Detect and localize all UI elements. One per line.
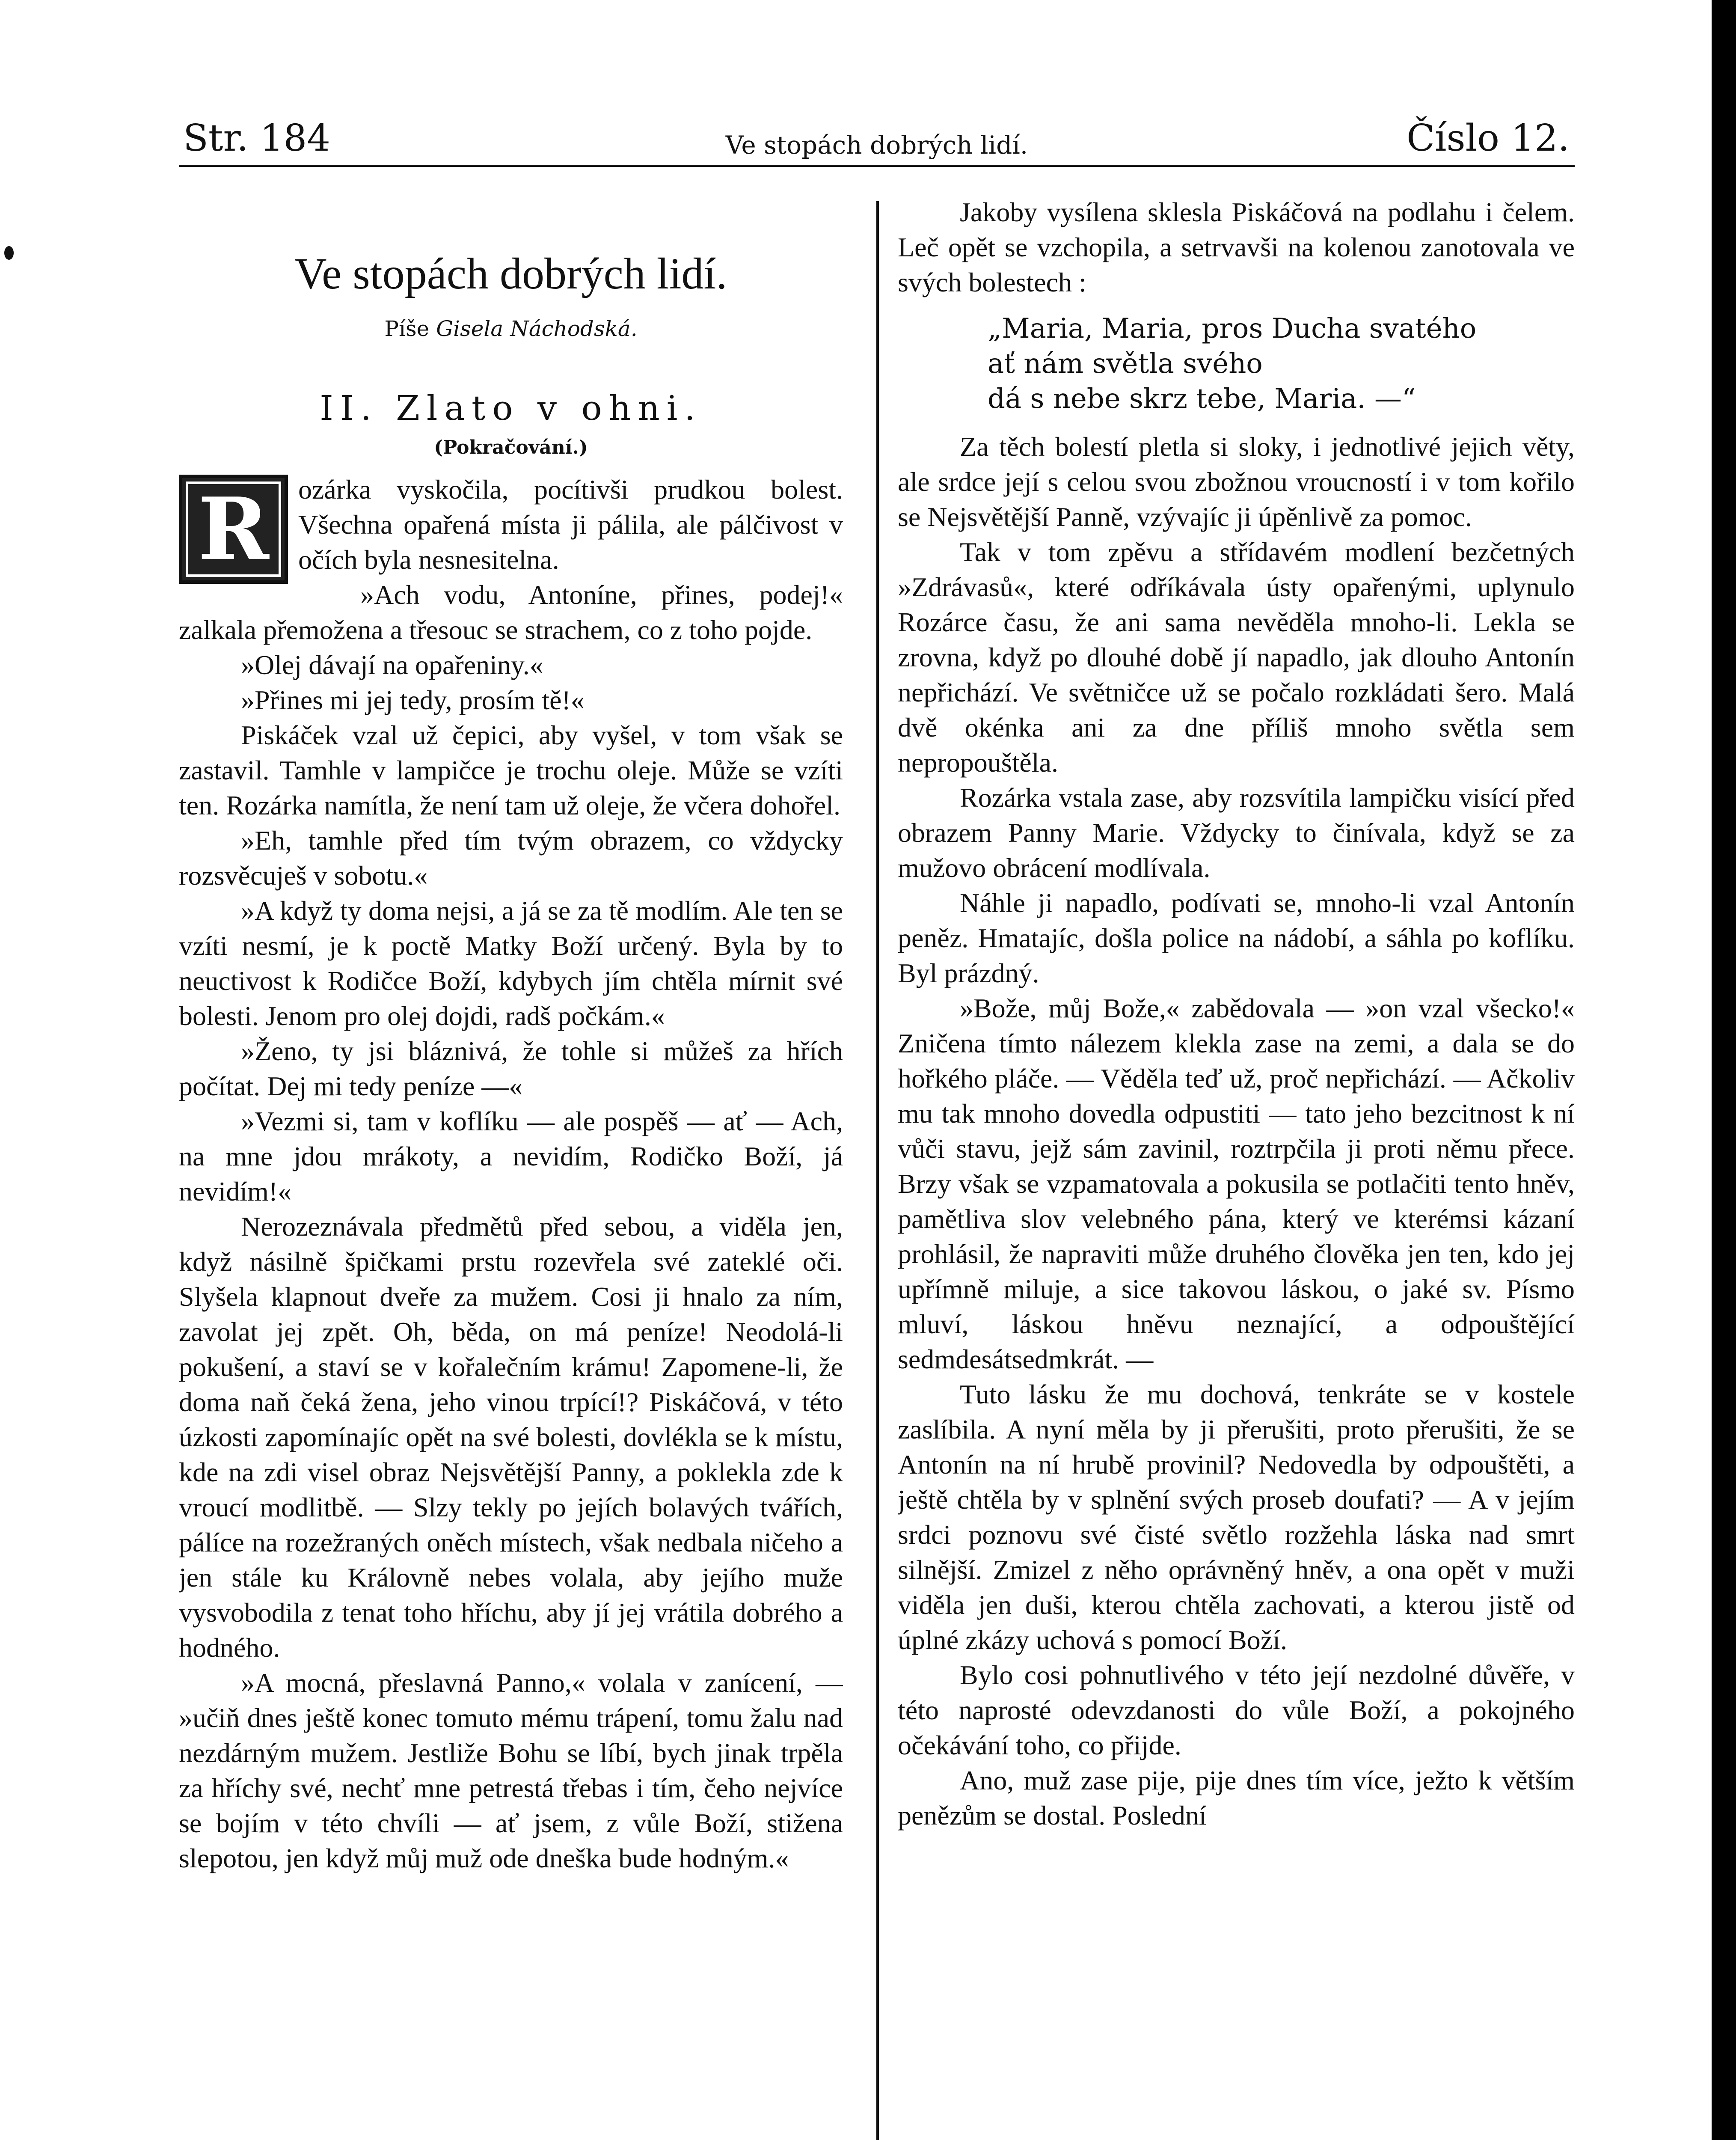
paragraph: »Přines mi jej tedy, prosím tě!« [241,685,585,715]
header-rule [179,165,1575,167]
running-title: Ve stopách dobrých lidí. [725,131,1028,160]
paragraph: Ano, muž zase pije, pije dnes tím více, ježto k větším penězům se dostal. Poslední [898,1765,1575,1831]
paragraph: »Olej dávají na opařeniny.« [241,650,543,680]
issue-number: Číslo 12. [1407,117,1570,160]
paragraph: Za těch bolestí pletla si sloky, i jednotlivé jejich věty, ale srdce její s celou svou zbožnou vroucností i v tom kořilo se Nejsvětější Panně, vzývajíc ji úpěnlivě za pomoc. [898,431,1575,532]
byline [179,316,843,341]
article-title: Ve stopách dobrých lidí. [294,249,727,298]
scan-edge [1712,0,1736,2140]
paragraph: Tak v tom zpěvu a střídavém modlení bezčetných »Zdrávasů«, které odříkávala ústy opařenými, uplynulo Rozárce času, že ani sama nevěděla mnoho-li. Lekla se zrovna, když po dlouhé době jí napadlo, jak dlouho Antonín nepřichází. Ve světničce už se počalo rozkládati šero. Malá dvě okénka ani za dne příliš mnoho světla sem nepropouštěla. [898,537,1575,778]
paragraph-text: ozárka vyskočila, pocítivši prudkou bolest. Všechna opařená místa ji pálila, ale pálčivost v očích byla nesnesitelna. [298,474,843,575]
column-divider [876,201,879,2140]
dropcap-letter: R [179,475,288,584]
paragraph: »Eh, tamhle před tím tvým obrazem, co vždycky rozsvěcuješ v sobotu.« [179,825,843,891]
hymn-verse [988,311,1575,416]
left-column [179,231,843,2140]
margin-mark [4,246,14,260]
page-number: Str. 184 [183,117,330,160]
verse-line: „Maria, Maria, pros Ducha svatého [988,313,1477,345]
paragraph: Rozárka vstala zase, aby rozsvítila lampičku visící před obrazem Panny Marie. Vždycky to činívala, když se za mužovo obrácení modlívala. [898,782,1575,883]
continuation-note: (Pokračování.) [434,437,588,458]
running-header [179,117,1575,165]
paragraph: Náhle ji napadlo, podívati se, mnoho-li vzal Antonín peněz. Hmatajíc, došla police na nádobí, a sáhla po koflíku. Byl prázdný. [898,888,1575,988]
paragraph: Jakoby vysílena sklesla Piskáčová na podlahu i čelem. Leč opět se vzchopila, a setrvavši na kolenou zanotovala ve svých bolestech : [898,197,1575,297]
verse-line: dá s nebe skrz tebe, Maria. —“ [988,383,1416,415]
paragraph: »Ach vodu, Antoníne, přines, podej!« zalkala přemožena a třesouc se strachem, co z toho pojde. [179,580,843,645]
paragraph: Nerozeznávala předmětů před sebou, a viděla jen, když násilně špičkami prstu rozevřela své zateklé oči. Slyšela klapnout dveře za mužem. Cosi ji hnalo za ním, zavolat jej zpět. Oh, běda, on má peníze! Neodolá-li pokušení, a staví se v kořalečním krámu! Zapomene-li, že doma naň čeká žena, jeho vinou trpící!? Piskáčová, v této úzkosti zapomínajíc opět na své bolesti, dovlékla se k místu, kde na zdi visel obraz Nejsvětější Panny, a poklekla zde k vroucí modlitbě. — Slzy tekly po jejích bolavých tvářích, pálíce na rozežraných oněch místech, však nedbala ničeho a jen stále ku Královně nebes volala, aby jejího muže vysvobodila z tenat toho hříchu, aby jí jej vrátila dobrého a hodného. [179,1211,843,1663]
paragraph: »Ženo, ty jsi bláznivá, že tohle si můžeš za hřích počítat. Dej mi tedy peníze —« [179,1036,843,1101]
paragraph: »Bože, můj Bože,« zabědovala — »on vzal všecko!« Zničena tímto nálezem klekla zase na zemi, a dala se do hořkého pláče. — Věděla teď už, proč nepřichází. — Ačkoliv mu tak mnoho dovedla odpustiti — tato jeho bezcitnost k ní vůči stavu, jejž sám zavinil, roztrpčila ji proti němu přece. Brzy však se vzpamatovala a pokusila se potlačiti tento hněv, pamětliva slov velebného pána, který ve kterémsi kázaní prohlásil, že napraviti může druhého člověka jen ten, kdo jej upřímně miluje, a sice takovou láskou, o jaké sv. Písmo mluví, láskou hněvu neznající, a odpouštějící sedmdesátsedmkrát. — [898,993,1575,1374]
section-heading: II. Zlato v ohni. [320,388,702,428]
paragraph: Bylo cosi pohnutlivého v této její nezdolné důvěře, v této naprosté odevzdanosti do vůle Boží, a pokojného očekávání toho, co přijde. [898,1660,1575,1760]
paragraph: »Vezmi si, tam v koflíku — ale pospěš — ať — Ach, na mne jdou mrákoty, a nevidím, Rodičko Boží, já nevidím!« [179,1106,843,1207]
author-name: Gisela Náchodská. [436,316,638,341]
paragraph: »A mocná, přeslavná Panno,« volala v zanícení, — »učiň dnes ještě konec tomuto mému trápení, tomu žalu nad nezdárným mužem. Jestliže Bohu se líbí, bych jinak trpěla za hříchy své, nechť mne petrestá třebas i tím, čeho nejvíce se bojím v této chvíli — ať jsem, z vůle Boží, stižena slepotou, jen když můj muž ode dneška bude hodným.« [179,1667,843,1873]
paragraph [179,472,843,580]
paragraph: Tuto lásku že mu dochová, tenkráte se v kostele zaslíbila. A nyní měla by ji přerušiti, proto přerušiti, že se Antonín na ní hrubě provinil? Nedovedla by odpouštěti, a ještě chtěla by v splnění svých proseb doufati? — A v jejím srdci poznovu své čisté světlo rozžehla láska nad smrt silnější. Zmizel z něho oprávněný hněv, a ona opět v muži viděla jen duši, kterou chtěla zachovati, a kterou jistě od úplné zkázy uchová s pomocí Boží. [898,1379,1575,1655]
verse-line: ať nám světla svého [988,348,1263,380]
paragraph: »A když ty doma nejsi, a já se za tě modlím. Ale ten se vzíti nesmí, je k poctě Matky Boží určený. Byla by to neuctivost k Rodičce Boží, kdybych jím chtěla mírnit své bolesti. Jenom pro olej dojdi, radš počkám.« [179,895,843,1031]
byline-prefix: Píše [384,316,430,341]
right-column [898,195,1575,2140]
paragraph: Piskáček vzal už čepici, aby vyšel, v tom však se zastavil. Tamhle v lampičce je trochu oleje. Může se vzíti ten. Rozárka namítla, že není tam už oleje, že včera dohořel. [179,720,843,820]
